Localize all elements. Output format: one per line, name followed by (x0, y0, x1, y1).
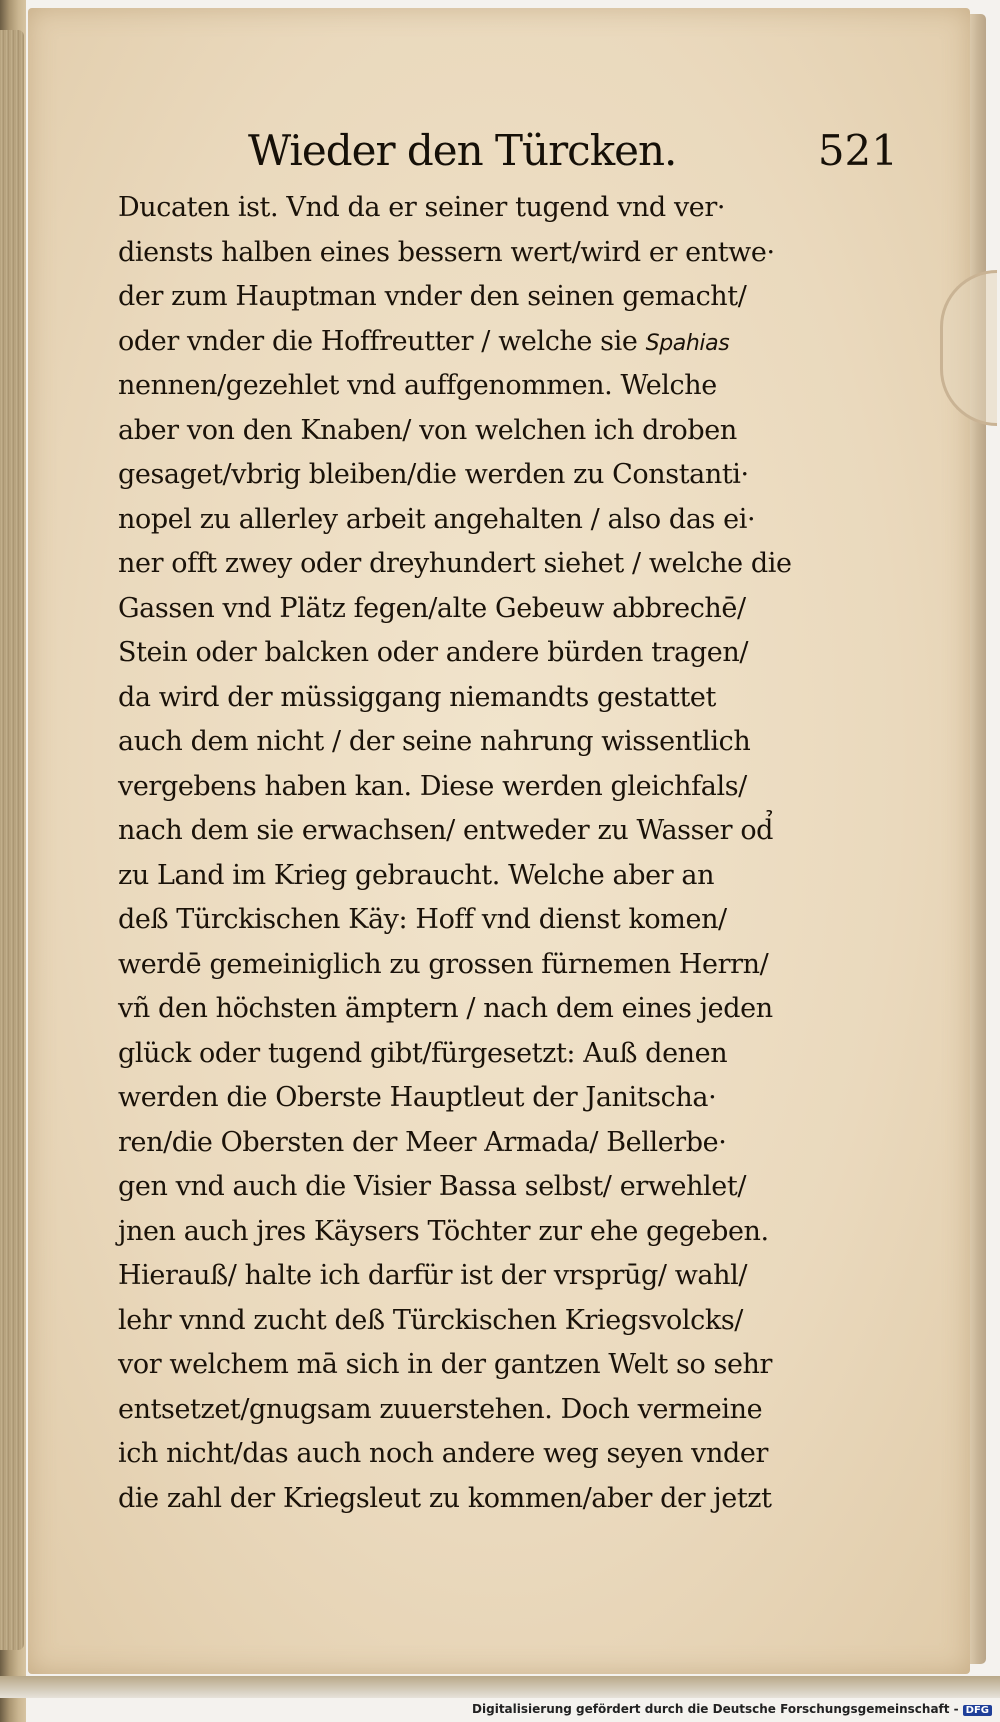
text-line: die zahl der Kriegsleut zu kommen/aber der jetzt (118, 1482, 772, 1514)
text-line: gen vnd auch die Visier Bassa selbst/ erwehlet/ (118, 1171, 747, 1202)
text-line: ich nicht/das auch noch andere weg seyen vnder (118, 1438, 768, 1469)
latin-word: Spahias (645, 330, 730, 356)
page-fore-edge (970, 14, 986, 1664)
text-line: zu Land im Krieg gebraucht. Welche aber an (118, 859, 715, 891)
text-line: gesaget/vbrig bleiben/die werden zu Constanti· (118, 459, 749, 490)
text-line: nach dem sie erwachsen/ entweder zu Wasser od̉ (118, 815, 774, 846)
text-line: ren/die Obersten der Meer Armada/ Bellerbe· (118, 1126, 727, 1158)
text-line: da wird der müssiggang niemandts gestattet (118, 681, 716, 713)
facing-page-stack (0, 30, 24, 1650)
text-line: vergebens haben kan. Diese werden gleichfals/ (118, 770, 747, 802)
text-line: deß Türckischen Käy: Hoff vnd dienst komen/ (118, 904, 727, 935)
digitization-credit (0, 1702, 992, 1716)
text-line: nennen/gezehlet vnd auffgenommen. Welche (118, 370, 717, 401)
text-line: nopel zu allerley arbeit angehalten / also das ei· (118, 503, 756, 535)
dfg-logo: DFG (963, 1705, 992, 1716)
text-line: entsetzet/gnugsam zuuerstehen. Doch vermeine (118, 1393, 763, 1425)
page-header (248, 126, 948, 186)
text-line: Stein oder balcken oder andere bürden tragen/ (118, 637, 749, 668)
text-block (118, 186, 840, 1521)
text-line: werdē gemeiniglich zu grossen fürnemen Herrn/ (118, 948, 769, 980)
text-line: ner offt zwey oder dreyhundert siehet / welche die (118, 548, 792, 579)
text-line: Ducaten ist. Vnd da er seiner tugend vnd ver· (118, 192, 726, 223)
running-title: Wieder den Türcken. (248, 126, 677, 175)
text-line: lehr vnnd zucht deß Türckischen Kriegsvolcks/ (118, 1304, 743, 1336)
text-line-part: oder vnder die Hoffreutter / welche sie (118, 325, 638, 357)
text-line: vor welchem mā sich in der gantzen Welt so sehr (118, 1349, 773, 1380)
text-line (118, 320, 840, 365)
text-line: aber von den Knaben/ von welchen ich droben (118, 414, 737, 446)
text-line: glück oder tugend gibt/fürgesetzt: Auß denen (118, 1037, 728, 1069)
page-number: 521 (817, 126, 898, 175)
text-line: Hierauß/ halte ich darfür ist der vrsprūg/ wahl/ (118, 1260, 748, 1291)
text-line: der zum Hauptman vnder den seinen gemacht/ (118, 281, 747, 312)
credit-text: Digitalisierung gefördert durch die Deutsche Forschungsgemeinschaft - (472, 1702, 959, 1716)
text-line: diensts halben eines bessern wert/wird er entwe· (118, 236, 775, 268)
book-page (28, 8, 970, 1674)
text-line: werden die Oberste Hauptleut der Janitscha· (118, 1082, 717, 1113)
text-line: jnen auch jres Käysers Töchter zur ehe gegeben. (118, 1215, 769, 1247)
text-line: Gassen vnd Plätz fegen/alte Gebeuw abbrechē/ (118, 592, 746, 624)
scan-bottom-strip (0, 1676, 1000, 1698)
text-line: auch dem nicht / der seine nahrung wissentlich (118, 726, 751, 757)
text-line: vñ den höchsten ämptern / nach dem eines jeden (118, 993, 773, 1024)
